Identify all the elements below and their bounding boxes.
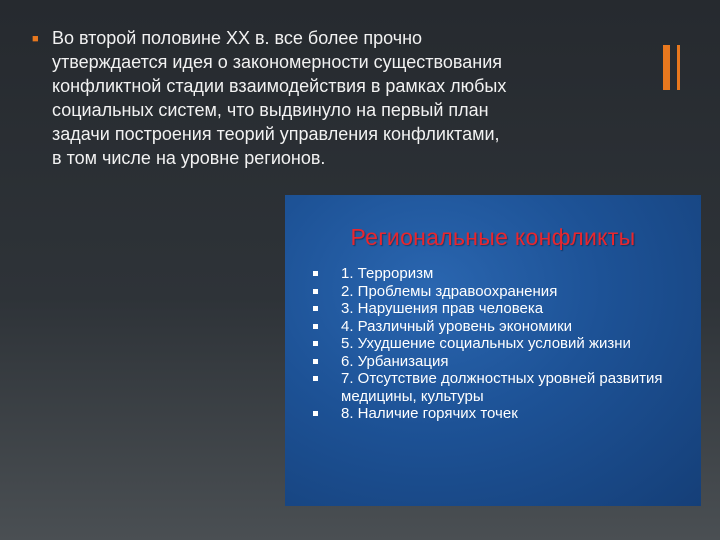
list-item-text: 3. Нарушения прав человека: [341, 300, 544, 317]
list-item-text: 6. Урбанизация: [341, 352, 449, 370]
main-paragraph: Во второй половине XX в. все более прочно утверждается идея о закономерности существования конфликтной стадии взаимодействия в рамках любых социальных систем, что выдвинуло на первый план задачи построения теорий управления конфликтами, в том числе на уровне регионов.: [52, 28, 507, 168]
list-item: [309, 335, 689, 353]
square-bullet-icon: [313, 306, 318, 311]
list-item-text: 2. Проблемы здравоохранения: [341, 282, 558, 300]
list-item-text: 1. Терроризм: [341, 265, 434, 282]
square-bullet-icon: [313, 324, 318, 329]
square-bullet-icon: [313, 359, 318, 364]
square-bullet-icon: [313, 271, 318, 276]
regional-conflicts-image: [285, 195, 701, 506]
list-item-text: 8. Наличие горячих точек: [341, 405, 518, 422]
list-item: [309, 353, 689, 371]
accent-bar-thin: [677, 45, 680, 90]
square-bullet-icon: [313, 376, 318, 381]
list-item: [309, 283, 689, 301]
main-text-block: [32, 26, 512, 170]
list-item: [309, 265, 689, 283]
list-item: [309, 318, 689, 336]
square-bullet-icon: [313, 411, 318, 416]
square-bullet-icon: ■: [32, 33, 39, 45]
square-bullet-icon: [313, 341, 318, 346]
list-item-text: 7. Отсутствие должностных уровней развития медицины, культуры: [341, 370, 663, 405]
list-item: [309, 300, 689, 318]
list-item-text: 5. Ухудшение социальных условий жизни: [341, 335, 631, 352]
list-item-text: 4. Различный уровень экономики: [341, 317, 573, 335]
inset-title: Региональные конфликты: [350, 224, 636, 250]
conflicts-list: [309, 265, 689, 423]
list-item: [309, 405, 689, 423]
accent-bar-thick: [663, 45, 670, 90]
list-item: [309, 370, 689, 405]
square-bullet-icon: [313, 289, 318, 294]
